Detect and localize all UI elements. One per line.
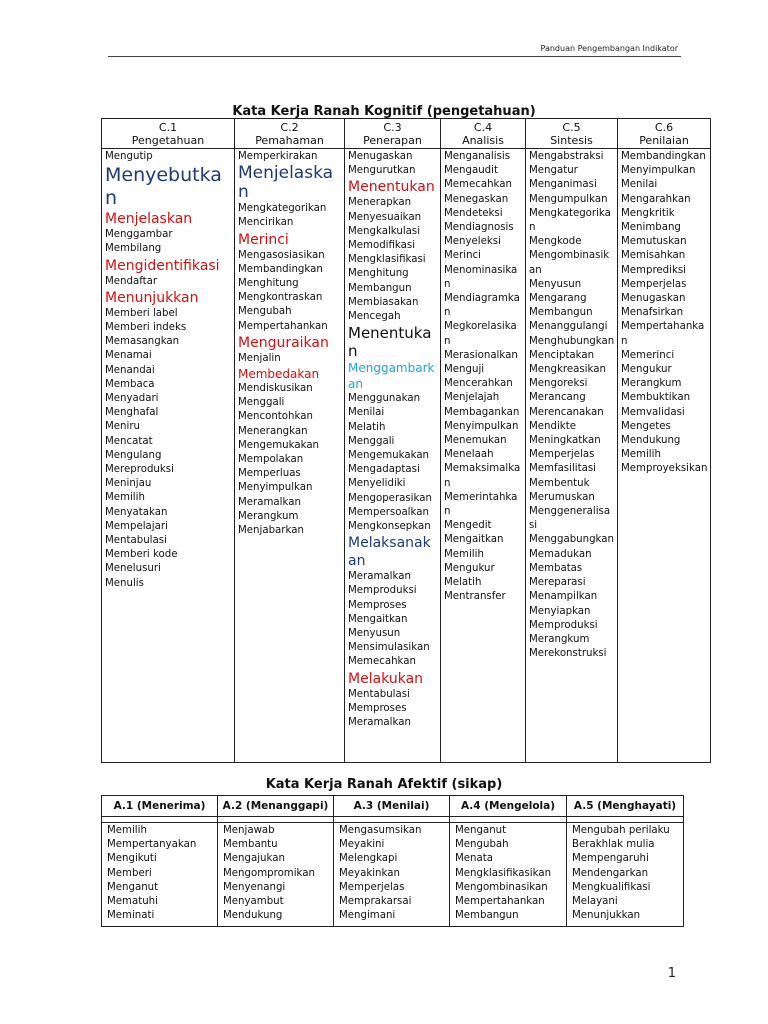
kata-kerja-item: Menanggulangi	[529, 321, 608, 333]
kata-kerja-item: Menguraikan	[238, 334, 329, 351]
kata-kerja-item: Mengimani	[339, 910, 396, 922]
kata-kerja-item: Meningkatkan	[529, 435, 601, 447]
kata-kerja-item: Mengubah perilaku	[572, 825, 670, 836]
kata-kerja-item: Mengkonsepkan	[348, 521, 431, 533]
kata-kerja-item: Mereproduksi	[105, 464, 174, 476]
kata-kerja-item: Memasangkan	[105, 336, 180, 348]
kata-kerja-item: Mempertanyakan	[107, 839, 197, 851]
afektif-col-header: A.4 (Mengelola)	[450, 796, 567, 817]
kata-kerja-item: Mengurutkan	[348, 165, 416, 177]
kata-kerja-item: Mengatur	[529, 165, 578, 177]
kognitif-col-header: C.6 Penilaian	[618, 119, 711, 149]
afektif-cell-menerima	[102, 823, 218, 927]
kata-kerja-item: Memberi	[107, 867, 152, 879]
kata-kerja-item: Mencirikan	[238, 217, 294, 229]
kata-kerja-item: Mengukur	[621, 364, 672, 376]
kognitif-col-header: C.5 Sintesis	[526, 119, 618, 149]
kata-kerja-item: Memaksimalkan	[444, 463, 521, 489]
kata-kerja-item: Memecahkan	[444, 179, 512, 191]
kata-kerja-item: Mengaitkan	[444, 534, 504, 546]
kata-kerja-item: Mencegah	[348, 311, 401, 323]
kata-kerja-item: Menelaah	[444, 449, 494, 461]
kognitif-header-row	[102, 119, 711, 149]
kata-kerja-item: Menimbang	[621, 222, 681, 234]
kata-kerja-item: Meramalkan	[238, 496, 301, 508]
kata-kerja-item: Mengaitkan	[348, 613, 408, 625]
kata-kerja-item: Menyusun	[529, 278, 582, 290]
kata-kerja-item: Menjabarkan	[238, 525, 304, 537]
kata-kerja-item: Mempertahankan	[621, 321, 705, 347]
kata-kerja-item: Menyebutkan	[105, 164, 222, 210]
kata-kerja-item: Mengkategorikan	[529, 207, 611, 234]
kata-kerja-item: Memperjelas	[339, 881, 405, 893]
afektif-cell-menghayati	[567, 823, 684, 927]
kata-kerja-item: Melatih	[348, 421, 386, 433]
kata-kerja-item: Mengumpulkan	[529, 193, 608, 205]
kata-kerja-item: Mengedit	[444, 520, 492, 532]
kata-kerja-item: Meninjau	[105, 478, 152, 490]
kata-kerja-item: Mendiskusikan	[238, 383, 313, 395]
page-number: 1	[667, 966, 676, 981]
kata-kerja-item: Menguji	[444, 364, 485, 376]
kata-kerja-item: Memvalidasi	[621, 406, 685, 418]
kata-kerja-item: Memperjelas	[621, 278, 687, 290]
kata-kerja-item: Menyenangi	[223, 881, 286, 893]
kata-kerja-item: Membagankan	[444, 406, 520, 418]
kognitif-title: Kata Kerja Ranah Kognitif (pengetahuan)	[232, 104, 536, 119]
kata-kerja-item: Merinci	[238, 231, 289, 248]
kata-kerja-item: Mengklasifikasi	[348, 254, 426, 266]
kata-kerja-item: Mentransfer	[444, 591, 506, 603]
kata-kerja-item: Menyusun	[348, 628, 401, 640]
kata-kerja-item: Menyeleksi	[444, 236, 501, 248]
kata-kerja-item: Menilai	[348, 407, 385, 419]
kata-kerja-item: Menominasikan	[444, 264, 518, 290]
kata-kerja-item: Menghitung	[348, 268, 409, 280]
kognitif-cell-sintesis	[526, 149, 618, 763]
kata-kerja-item: Mengidentifikasi	[105, 257, 220, 274]
kata-kerja-item: Mendukung	[621, 435, 681, 447]
kata-kerja-item: Menelusuri	[105, 563, 161, 575]
kata-kerja-item: Menggunakan	[348, 393, 421, 405]
kata-kerja-item: Membandingkan	[238, 263, 323, 275]
kata-kerja-item: Meyakinkan	[339, 867, 400, 879]
kata-kerja-item: Membatas	[529, 562, 583, 574]
kata-kerja-item: Menyiapkan	[529, 605, 591, 617]
kata-kerja-item: Mengkategorikan	[238, 203, 327, 215]
kata-kerja-item: Mengabstraksi	[529, 151, 604, 162]
kata-kerja-item: Membentuk	[529, 477, 590, 489]
kata-kerja-item: Merumuskan	[529, 491, 595, 503]
header-rule	[108, 56, 681, 57]
kata-kerja-item: Mengklasifikasikan	[455, 867, 552, 879]
kata-kerja-item: Menugaskan	[621, 293, 686, 305]
kata-kerja-item: Merinci	[444, 250, 481, 262]
kata-kerja-item: Menghafal	[105, 407, 159, 419]
kata-kerja-item: Mengasumsikan	[339, 825, 422, 836]
kata-kerja-item: Mendiagnosis	[444, 222, 514, 234]
kata-kerja-item: Mendengarkan	[572, 867, 649, 879]
kata-kerja-item: Menyatakan	[105, 506, 168, 518]
kata-kerja-item: Membantu	[223, 839, 278, 851]
kognitif-col-header: C.2 Pemahaman	[235, 119, 345, 149]
kata-kerja-item: Membedakan	[238, 367, 320, 382]
afektif-table	[101, 795, 684, 927]
kata-kerja-item: Mengarang	[529, 293, 587, 305]
afektif-header-row	[102, 796, 684, 817]
kata-kerja-item: Melakukan	[348, 670, 424, 687]
kata-kerja-item: Mengasosiasikan	[238, 249, 325, 261]
kata-kerja-item: Memerinci	[621, 349, 675, 361]
kata-kerja-item: Mengetes	[621, 420, 671, 432]
afektif-col-header: A.5 (Menghayati)	[567, 796, 684, 817]
kata-kerja-item: Mematuhi	[107, 896, 158, 908]
kata-kerja-item: Memproses	[348, 599, 407, 611]
kata-kerja-item: Menggambarkan	[348, 361, 435, 392]
kata-kerja-item: Membangun	[529, 307, 593, 319]
kata-kerja-item: Merangkum	[529, 633, 590, 645]
kata-kerja-item: Memberi kode	[105, 549, 178, 561]
kata-kerja-item: Mempertahankan	[238, 320, 328, 332]
kata-kerja-item: Menandai	[105, 364, 155, 376]
kata-kerja-item: Menghubungkan	[529, 335, 615, 347]
kata-kerja-item: Mengadaptasi	[348, 464, 420, 476]
kata-kerja-item: Menyelidiki	[348, 478, 406, 490]
kata-kerja-item: Menganalisis	[444, 151, 511, 162]
running-header: Panduan Pengembangan Indikator	[540, 44, 678, 53]
kata-kerja-item: Memilih	[621, 449, 661, 461]
kata-kerja-item: Mengkontraskan	[238, 292, 323, 304]
kata-kerja-item: Memberi label	[105, 307, 178, 319]
kata-kerja-item: Menugaskan	[348, 151, 413, 162]
kata-kerja-item: Meyakini	[339, 839, 385, 851]
kata-kerja-item: Menafsirkan	[621, 307, 684, 319]
kata-kerja-item: Mengkreasikan	[529, 364, 606, 376]
kognitif-cell-pengetahuan	[102, 149, 235, 763]
kata-kerja-item: Menganut	[107, 881, 159, 893]
kata-kerja-item: Berakhlak mulia	[572, 839, 655, 851]
kognitif-cell-penerapan	[345, 149, 441, 763]
kata-kerja-item: Mempertahankan	[455, 896, 545, 908]
kata-kerja-item: Memproyeksikan	[621, 463, 708, 475]
kognitif-cell-penilaian	[618, 149, 711, 763]
kata-kerja-item: Memproduksi	[529, 619, 598, 631]
kata-kerja-item: Melatih	[444, 577, 482, 589]
afektif-col-header: A.3 (Menilai)	[334, 796, 450, 817]
kata-kerja-item: Mengaudit	[444, 165, 498, 177]
kata-kerja-item: Menganimasi	[529, 179, 597, 191]
kata-kerja-item: Mendaftar	[105, 275, 158, 287]
kata-kerja-item: Memecahkan	[348, 656, 416, 668]
kata-kerja-item: Membuktikan	[621, 392, 691, 404]
kata-kerja-item: Mendukung	[223, 910, 283, 922]
kata-kerja-item: Memperluas	[238, 468, 301, 480]
kata-kerja-item: Menyimpulkan	[621, 165, 696, 177]
kata-kerja-item: Menemukan	[444, 435, 507, 447]
kata-kerja-item: Mengoperasikan	[348, 492, 432, 504]
kata-kerja-item: Megkorelasikan	[444, 321, 517, 347]
kata-kerja-item: Mengubah	[238, 306, 292, 318]
kata-kerja-item: Mendiagramkan	[444, 293, 520, 319]
kata-kerja-item: Mengkritik	[621, 207, 675, 219]
kata-kerja-item: Memproses	[348, 702, 407, 714]
kata-kerja-item: Merangkum	[621, 378, 682, 390]
kognitif-col-header: C.3 Penerapan	[345, 119, 441, 149]
kata-kerja-item: Memperkirakan	[238, 151, 318, 162]
kata-kerja-item: Mencontohkan	[238, 411, 313, 423]
kata-kerja-item: Mengoreksi	[529, 378, 588, 390]
kata-kerja-item: Menata	[455, 853, 493, 865]
kata-kerja-item: Menciptakan	[529, 349, 595, 361]
kata-kerja-item: Menyambut	[223, 896, 284, 908]
kata-kerja-item: Menggali	[238, 397, 285, 409]
kata-kerja-item: Menyimpulkan	[238, 482, 313, 494]
kata-kerja-item: Memilih	[105, 492, 145, 504]
kata-kerja-item: Mempolakan	[238, 454, 304, 466]
kata-kerja-item: Mengompromikan	[223, 867, 315, 879]
kata-kerja-item: Mengutip	[105, 151, 153, 162]
kognitif-table	[101, 118, 711, 763]
kata-kerja-item: Mengombinasikan	[455, 881, 548, 893]
kata-kerja-item: Menegaskan	[444, 193, 509, 205]
kognitif-body-row	[102, 149, 711, 763]
kognitif-cell-analisis	[441, 149, 526, 763]
kata-kerja-item: Mendeteksi	[444, 207, 503, 219]
kata-kerja-item: Mempengaruhi	[572, 853, 649, 865]
kata-kerja-item: Memperjelas	[529, 449, 595, 461]
kata-kerja-item: Mengajukan	[223, 853, 285, 865]
kata-kerja-item: Menunjukkan	[572, 910, 641, 922]
kata-kerja-item: Menjelaskan	[238, 163, 334, 203]
kata-kerja-item: Menghitung	[238, 278, 299, 290]
kata-kerja-item: Membangun	[455, 910, 519, 922]
kognitif-col-header: C.1 Pengetahuan	[102, 119, 235, 149]
kata-kerja-item: Merencanakan	[529, 406, 604, 418]
afektif-title: Kata Kerja Ranah Afektif (sikap)	[265, 777, 503, 792]
kata-kerja-item: Melayani	[572, 896, 618, 908]
kata-kerja-item: Membiasakan	[348, 296, 419, 308]
kata-kerja-item: Mengkalkulasi	[348, 225, 421, 237]
kata-kerja-item: Mengombinasikan	[529, 250, 610, 276]
kata-kerja-item: Menggeneralisasi	[529, 506, 611, 532]
kata-kerja-item: Melaksanakan	[348, 535, 431, 570]
kata-kerja-item: Meniru	[105, 421, 140, 433]
kata-kerja-item: Menjelaskan	[105, 211, 193, 228]
kata-kerja-item: Menamai	[105, 350, 152, 362]
kata-kerja-item: Menjelajah	[444, 392, 500, 404]
kata-kerja-item: Mempelajari	[105, 520, 168, 532]
kata-kerja-item: Merancang	[529, 392, 586, 404]
kata-kerja-item: Memisahkan	[621, 250, 686, 262]
kata-kerja-item: Menulis	[105, 577, 144, 589]
kata-kerja-item: Memilih	[444, 548, 484, 560]
kata-kerja-item: Merekonstruksi	[529, 648, 607, 660]
kata-kerja-item: Menggali	[348, 435, 395, 447]
kata-kerja-item: Memproduksi	[348, 585, 417, 597]
afektif-body-row	[102, 823, 684, 927]
kata-kerja-item: Mempersoalkan	[348, 506, 429, 518]
kata-kerja-item: Menerangkan	[238, 425, 308, 437]
kata-kerja-item: Mengkualifikasi	[572, 881, 651, 893]
kata-kerja-item: Mengarahkan	[621, 193, 691, 205]
kata-kerja-item: Mentabulasi	[105, 535, 167, 547]
kata-kerja-item: Mensimulasikan	[348, 642, 430, 654]
kata-kerja-item: Mengemukakan	[238, 439, 320, 451]
afektif-cell-menilai	[334, 823, 450, 927]
kata-kerja-item: Menentukan	[348, 324, 432, 361]
afektif-col-header: A.2 (Menanggapi)	[218, 796, 334, 817]
kognitif-cell-pemahaman	[235, 149, 345, 763]
kata-kerja-item: Meramalkan	[348, 571, 411, 583]
kata-kerja-item: Menggabungkan	[529, 534, 614, 546]
kata-kerja-item: Mentabulasi	[348, 688, 410, 700]
kata-kerja-item: Merasionalkan	[444, 349, 518, 361]
kata-kerja-item: Membangun	[348, 282, 412, 294]
kata-kerja-item: Menampilkan	[529, 591, 598, 603]
kata-kerja-item: Menyesuaikan	[348, 211, 422, 223]
kata-kerja-item: Menggambar	[105, 229, 173, 241]
kata-kerja-item: Mendikte	[529, 420, 576, 432]
kognitif-col-header: C.4 Analisis	[441, 119, 526, 149]
kata-kerja-item: Menentukan	[348, 179, 435, 196]
kata-kerja-item: Menerapkan	[348, 197, 412, 209]
kata-kerja-item: Mengulang	[105, 449, 162, 461]
kata-kerja-item: Mengkode	[529, 236, 582, 248]
kata-kerja-item: Menjawab	[223, 825, 275, 836]
kata-kerja-item: Memadukan	[529, 548, 592, 560]
kata-kerja-item: Mengubah	[455, 839, 509, 851]
kata-kerja-item: Memprakarsai	[339, 896, 412, 908]
kata-kerja-item: Meramalkan	[348, 717, 411, 729]
kata-kerja-item: Mencerahkan	[444, 378, 513, 390]
kata-kerja-item: Memprediksi	[621, 264, 687, 276]
kata-kerja-item: Mereparasi	[529, 577, 586, 589]
kata-kerja-item: Memfasilitasi	[529, 463, 596, 475]
kata-kerja-item: Meminati	[107, 910, 155, 922]
kata-kerja-item: Memerintahkan	[444, 491, 518, 518]
kata-kerja-item: Menganut	[455, 825, 507, 836]
kata-kerja-item: Menilai	[621, 179, 658, 191]
afektif-cell-menanggapi	[218, 823, 334, 927]
kata-kerja-item: Merangkum	[238, 510, 299, 522]
kata-kerja-item: Mencatat	[105, 435, 153, 447]
kata-kerja-item: Membandingkan	[621, 151, 706, 162]
kata-kerja-item: Menjalin	[238, 352, 281, 364]
kata-kerja-item: Memutuskan	[621, 236, 687, 248]
kata-kerja-item: Membilang	[105, 243, 162, 255]
kata-kerja-item: Menyimpulkan	[444, 420, 519, 432]
kata-kerja-item: Membaca	[105, 378, 155, 390]
kata-kerja-item: Memberi indeks	[105, 322, 187, 334]
kata-kerja-item: Melengkapi	[339, 853, 398, 865]
kata-kerja-item: Memodifikasi	[348, 240, 416, 252]
kata-kerja-item: Mengemukakan	[348, 450, 430, 462]
kata-kerja-item: Menunjukkan	[105, 289, 199, 306]
afektif-col-header: A.1 (Menerima)	[102, 796, 218, 817]
kata-kerja-item: Mengikuti	[107, 853, 157, 865]
afektif-cell-mengelola	[450, 823, 567, 927]
kata-kerja-item: Memilih	[107, 825, 147, 836]
kata-kerja-item: Mengukur	[444, 562, 495, 574]
kata-kerja-item: Menyadari	[105, 393, 159, 405]
